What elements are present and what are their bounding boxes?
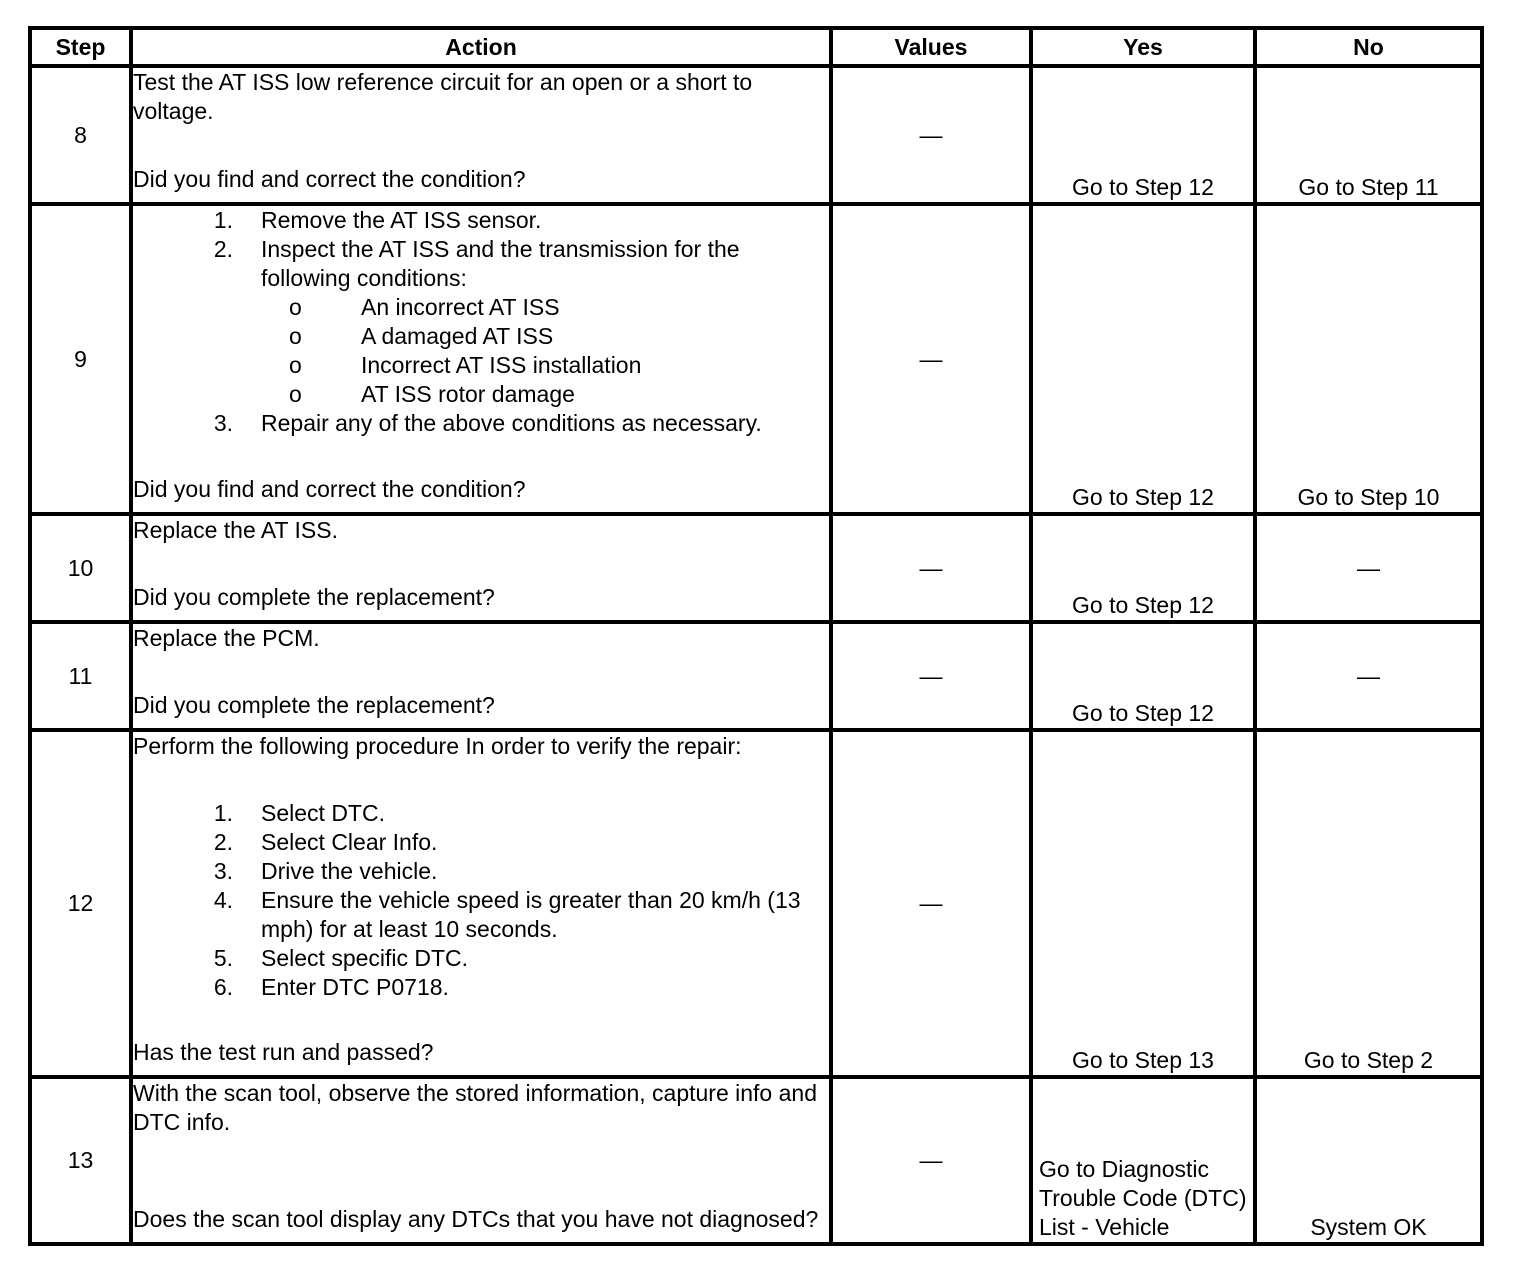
yes-cell: Go to Diagnostic Trouble Code (DTC) List - Vehicle [1031, 1077, 1255, 1244]
list-item: 4. Ensure the vehicle speed is greater than 20 km/h (13 mph) for at least 10 seconds. [213, 887, 801, 942]
action-cell [131, 514, 831, 622]
list-item: 2. Inspect the AT ISS and the transmission for the following conditions: o An incorrect AT ISS o A damaged AT ISS o Incorrect AT ISS installation o AT ISS rotor damage [133, 235, 829, 409]
header-values: Values [831, 28, 1031, 66]
list-item: o AT ISS rotor damage [261, 380, 829, 409]
values-cell: — [831, 204, 1031, 514]
header-step: Step [30, 28, 131, 66]
list-item: o An incorrect AT ISS [261, 293, 829, 322]
bullet-icon: o [289, 323, 302, 349]
no-cell: System OK [1255, 1077, 1482, 1244]
values-cell: — [831, 514, 1031, 622]
no-cell: — [1255, 514, 1482, 622]
no-cell: Go to Step 11 [1255, 66, 1482, 204]
action-intro: Test the AT ISS low reference circuit for an open or a short to voltage. [133, 69, 753, 124]
procedure-list [133, 206, 829, 438]
header-yes: Yes [1031, 28, 1255, 66]
values-cell: — [831, 66, 1031, 204]
bullet-icon: o [289, 381, 302, 407]
action-cell [131, 730, 831, 1077]
action-cell [131, 66, 831, 204]
table-row [30, 622, 1482, 730]
header-row [30, 28, 1482, 66]
list-item: 2. Select Clear Info. [213, 829, 438, 855]
step-number: 9 [30, 204, 131, 514]
action-intro: Perform the following procedure In order to verify the repair: [133, 733, 742, 759]
action-question: Has the test run and passed? [133, 1039, 434, 1065]
list-item: 3. Repair any of the above conditions as necessary. [213, 410, 762, 436]
list-item: 5. Select specific DTC. [213, 945, 469, 971]
table-row [30, 204, 1482, 514]
step-number: 11 [30, 622, 131, 730]
action-intro: With the scan tool, observe the stored information, capture info and DTC info. [133, 1080, 817, 1135]
values-cell: — [831, 730, 1031, 1077]
diagnostic-table [28, 26, 1484, 1246]
values-cell: — [831, 1077, 1031, 1244]
yes-cell: Go to Step 13 [1031, 730, 1255, 1077]
procedure-list [133, 799, 829, 1002]
list-item: 1. Remove the AT ISS sensor. [213, 207, 542, 233]
table-row [30, 514, 1482, 622]
table-row [30, 66, 1482, 204]
condition-sublist [261, 293, 829, 409]
values-cell: — [831, 622, 1031, 730]
header-action: Action [131, 28, 831, 66]
yes-cell: Go to Step 12 [1031, 514, 1255, 622]
action-intro: Replace the PCM. [133, 625, 320, 651]
no-cell: Go to Step 2 [1255, 730, 1482, 1077]
action-question: Did you complete the replacement? [133, 584, 495, 610]
step-number: 12 [30, 730, 131, 1077]
action-question: Did you complete the replacement? [133, 692, 495, 718]
step-number: 13 [30, 1077, 131, 1244]
action-cell [131, 204, 831, 514]
bullet-icon: o [289, 294, 302, 320]
table-row [30, 1077, 1482, 1244]
action-cell [131, 622, 831, 730]
bullet-icon: o [289, 352, 302, 378]
action-question: Does the scan tool display any DTCs that you have not diagnosed? [133, 1206, 819, 1232]
action-question: Did you find and correct the condition? [133, 476, 526, 502]
table-row [30, 730, 1482, 1077]
header-no: No [1255, 28, 1482, 66]
action-intro: Replace the AT ISS. [133, 517, 338, 543]
list-item: 1. Select DTC. [213, 800, 385, 826]
list-item: 6. Enter DTC P0718. [213, 974, 449, 1000]
step-number: 8 [30, 66, 131, 204]
step-number: 10 [30, 514, 131, 622]
action-question: Did you find and correct the condition? [133, 166, 526, 192]
no-cell: Go to Step 10 [1255, 204, 1482, 514]
yes-cell: Go to Step 12 [1031, 204, 1255, 514]
list-item: o Incorrect AT ISS installation [261, 351, 829, 380]
no-cell: — [1255, 622, 1482, 730]
action-cell [131, 1077, 831, 1244]
list-item: 3. Drive the vehicle. [213, 858, 438, 884]
list-item: o A damaged AT ISS [261, 322, 829, 351]
yes-cell: Go to Step 12 [1031, 66, 1255, 204]
yes-cell: Go to Step 12 [1031, 622, 1255, 730]
